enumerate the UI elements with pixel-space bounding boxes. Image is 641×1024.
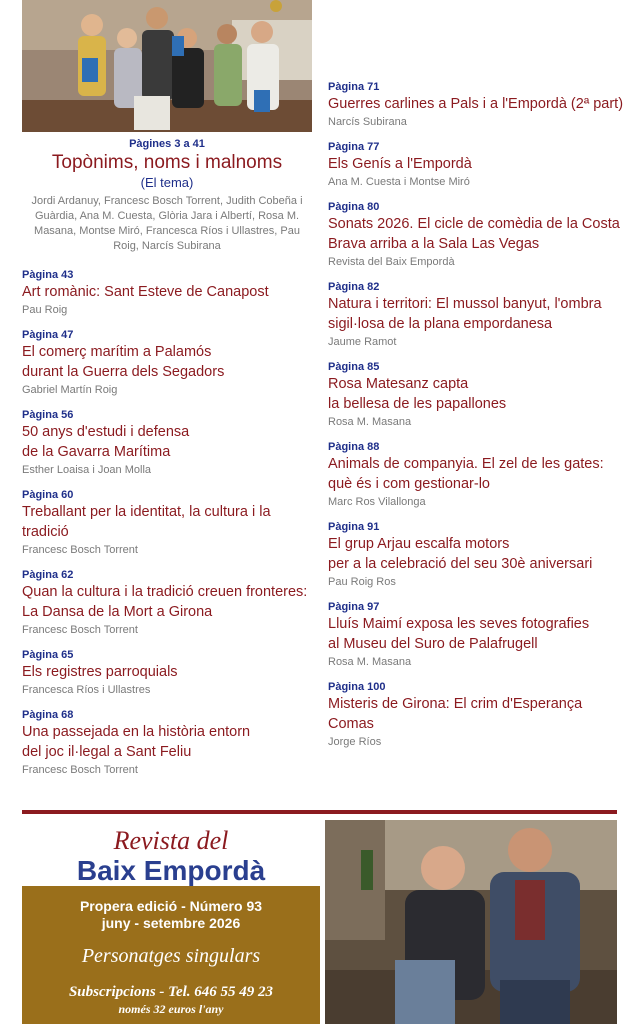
entry-author: Marc Ros Vilallonga [328,496,426,508]
entry-page: Pàgina 43 [22,269,74,281]
entry-page: Pàgina 91 [328,521,380,533]
feature-title: Topònims, noms i malnoms [51,152,283,173]
edition-theme: Personatges singulars [81,945,261,967]
entry-author: Rosa M. Masana [328,656,412,668]
entry-page: Pàgina 60 [22,489,74,501]
entry-title: Treballant per la identitat, la cultura i la tradició [22,504,271,540]
toc-entry[interactable] [328,520,628,590]
entry-page: Pàgina 97 [328,601,380,613]
entry-title: Una passejada en la història entorn del joc il·legal a Sant Feliu [22,724,251,760]
edition-number: Propera edició - Número 93 [79,898,263,914]
entry-author: Francesc Bosch Torrent [22,544,138,556]
entry-author: Esther Loaisa i Joan Molla [22,464,152,476]
entry-author: Revista del Baix Empordà [328,256,455,268]
next-edition-box [22,886,320,1024]
entry-page: Pàgina 80 [328,201,380,213]
entry-page: Pàgina 56 [22,409,74,421]
subscription-price: només 32 euros l'any [118,1002,224,1016]
entry-page: Pàgina 77 [328,141,380,153]
toc-entry[interactable] [22,568,312,638]
right-column [328,80,628,760]
toc-entry[interactable] [328,680,628,750]
entry-title: Els Genís a l'Empordà [328,156,472,172]
entry-title: 50 anys d'estudi i defensa de la Gavarra Marítima [22,424,190,460]
entry-title: Animals de companyia. El zel de les gates: què és i com gestionar-lo [328,456,604,492]
toc-entry[interactable] [22,648,312,698]
entry-page: Pàgina 85 [328,361,380,373]
toc-entry[interactable] [328,600,628,670]
subscriptions-phone[interactable]: Subscripcions - Tel. 646 55 49 23 [68,984,274,1000]
feature-page: Pàgines 3 a 41 [129,138,205,150]
entry-title: El grup Arjau escalfa motors per a la celebració del seu 30è aniversari [328,536,593,572]
toc-entry[interactable] [22,268,312,318]
entry-author: Jorge Ríos [328,736,382,748]
feature-subtitle: (El tema) [140,175,194,190]
entry-page: Pàgina 62 [22,569,74,581]
entry-author: Gabriel Martín Roig [22,384,118,396]
entry-author: Francesc Bosch Torrent [22,764,138,776]
entry-author: Pau Roig Ros [328,576,396,588]
entry-page: Pàgina 88 [328,441,380,453]
entry-title: Sonats 2026. El cicle de comèdia de la Costa Brava arriba a la Sala Las Vegas [328,216,620,252]
two-men-photo [325,820,617,1024]
toc-entry[interactable] [328,440,628,510]
entry-title: Guerres carlines a Pals i a l'Empordà (2ª part) [328,96,624,112]
brand-line2: Baix Empordà [76,855,266,886]
divider-rule [22,810,617,814]
toc-entry[interactable] [328,140,628,190]
feature-authors: Jordi Ardanuy, Francesc Bosch Torrent, Judith Cobeña i Guàrdia, Ana M. Cuesta, Glòria Jara i Albertí, Rosa M. Masana, Montse Miró, Francesca Ríos i Ullastres, Pau Roig, Narcís Subirana [31,195,303,252]
toc-entry[interactable] [22,408,312,478]
toc-entry[interactable] [22,488,312,558]
entry-author: Rosa M. Masana [328,416,412,428]
toc-entry[interactable] [22,328,312,398]
entry-author: Francesc Bosch Torrent [22,624,138,636]
entry-author: Narcís Subirana [328,116,407,128]
toc-entry[interactable] [328,360,628,430]
entry-title: El comerç marítim a Palamós durant la Guerra dels Segadors [22,344,225,380]
entry-author: Francesca Ríos i Ullastres [22,684,151,696]
magazine-brand-block [22,820,320,1024]
entry-title: Lluís Maimí exposa les seves fotografies al Museu del Suro de Palafrugell [328,616,590,652]
toc-entry[interactable] [328,280,628,350]
entry-page: Pàgina 71 [328,81,380,93]
toc-entry[interactable] [328,200,628,270]
toc-entry[interactable] [22,708,312,778]
entry-page: Pàgina 82 [328,281,380,293]
entry-title: Art romànic: Sant Esteve de Canapost [22,284,269,300]
entry-author: Pau Roig [22,304,68,316]
entry-author: Ana M. Cuesta i Montse Miró [328,176,470,188]
entry-title: Els registres parroquials [22,664,178,680]
entry-title: Quan la cultura i la tradició creuen fronteres: La Dansa de la Mort a Girona [22,584,308,620]
entry-title: Natura i territori: El mussol banyut, l'ombra sigil·losa de la plana empordanesa [328,296,602,332]
edition-dates: juny - setembre 2026 [101,915,241,931]
brand-line1: Revista del [113,826,229,855]
feature-entry[interactable] [22,138,312,254]
entry-title: Misteris de Girona: El crim d'Esperança Comas [328,696,583,732]
entry-author: Jaume Ramot [328,336,397,348]
entry-title: Rosa Matesanz capta la bellesa de les papallones [328,376,507,412]
entry-page: Pàgina 47 [22,329,74,341]
entry-page: Pàgina 68 [22,709,74,721]
entry-page: Pàgina 100 [328,681,386,693]
cover-photo-group [22,0,312,132]
entry-page: Pàgina 65 [22,649,74,661]
toc-entry[interactable] [328,80,628,130]
left-column [22,138,312,788]
